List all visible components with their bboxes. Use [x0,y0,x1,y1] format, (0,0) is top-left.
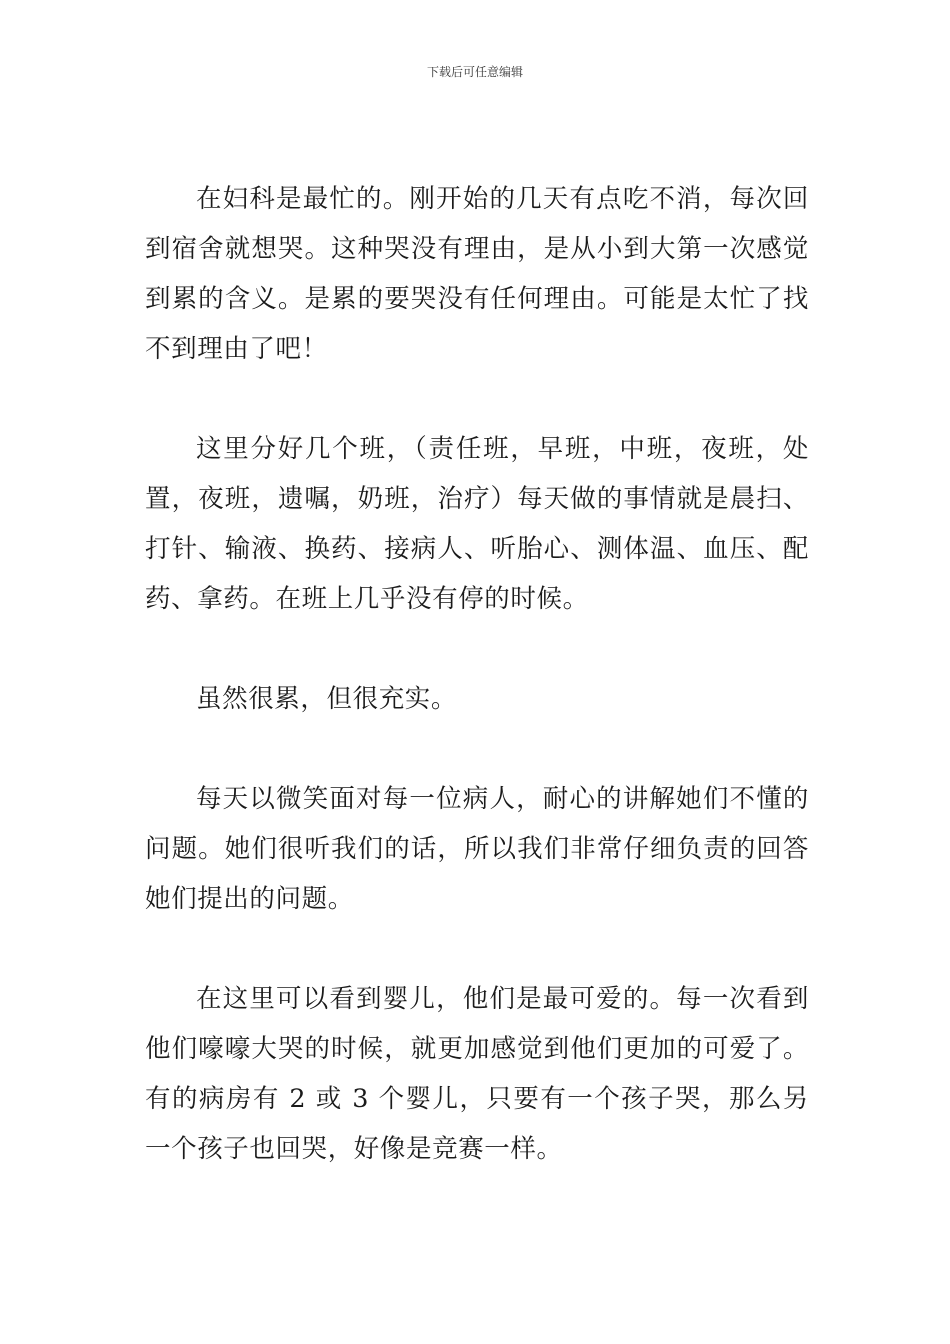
page-header: 下载后可任意编辑 [426,65,523,79]
paragraph-2: 这里分好几个班，（责任班，早班，中班，夜班，处置，夜班，遗嘱，奶班，治疗）每天做的事情就是晨扫、打针、输液、换药、接病人、听胎心、测体温、血压、配药、拿药。在班上几乎没有停的时候。 [145,434,809,614]
paragraph-3: 虽然很累，但很充实。 [196,684,458,714]
paragraph-1: 在妇科是最忙的。刚开始的几天有点吃不消，每次回到宿舍就想哭。这种哭没有理由，是从小到大第一次感觉到累的含义。是累的要哭没有任何理由。可能是太忙了找不到理由了吧！ [145,184,809,364]
paragraph-5: 在这里可以看到婴儿，他们是最可爱的。每一次看到他们嚎嚎大哭的时候，就更加感觉到他们更加的可爱了。有的病房有 2 或 3 个婴儿，只要有一个孩子哭，那么另一个孩子也回哭，好像是竞赛一样。 [145,984,809,1164]
paragraph-4: 每天以微笑面对每一位病人，耐心的讲解她们不懂的问题。她们很听我们的话，所以我们非常仔细负责的回答她们提出的问题。 [145,784,809,914]
document-body [145,174,809,1224]
